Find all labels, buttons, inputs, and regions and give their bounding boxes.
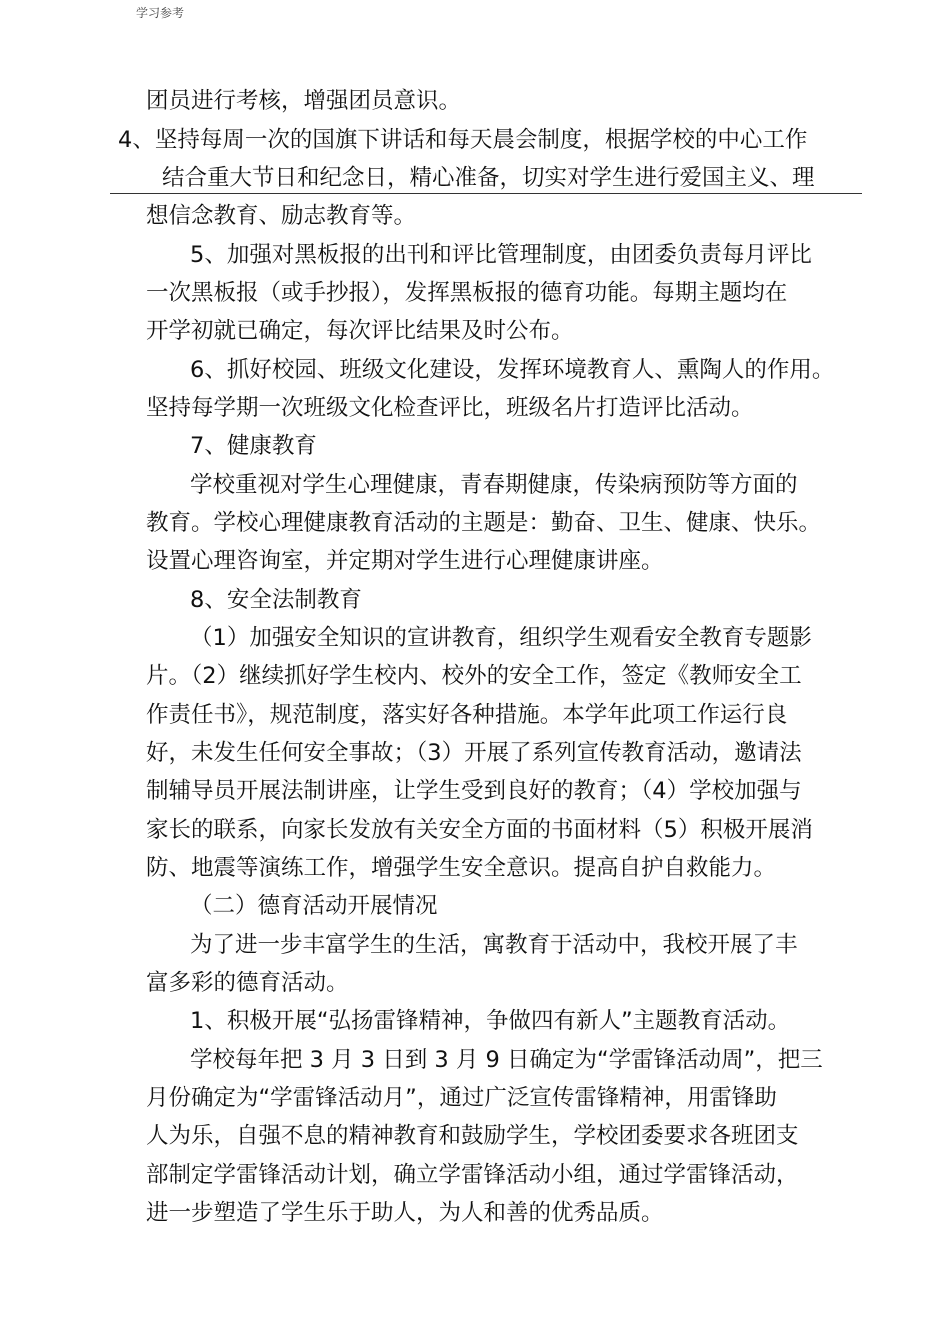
header-note: 学习参考 bbox=[136, 6, 185, 20]
list-item-4: 4、坚持每周一次的国旗下讲话和每天晨会制度，根据学校的中心工作 bbox=[118, 127, 808, 153]
list-item-1: 1、积极开展“弘扬雷锋精神，争做四有新人”主题教育活动。 bbox=[190, 1008, 791, 1034]
text-line: 想信念教育、励志教育等。 bbox=[146, 203, 417, 229]
text-line: 作责任书》，规范制度，落实好各种措施。本学年此项工作运行良 bbox=[146, 702, 788, 728]
text-line: 部制定学雷锋活动计划，确立学雷锋活动小组，通过学雷锋活动， bbox=[146, 1162, 799, 1188]
text-line: 为了进一步丰富学生的生活，寓教育于活动中，我校开展了丰 bbox=[190, 932, 798, 958]
section-heading-7: 7、健康教育 bbox=[190, 433, 317, 459]
text-line: 人为乐，自强不息的精神教育和鼓励学生，学校团委要求各班团支 bbox=[146, 1123, 799, 1149]
text-line: 团员进行考核，增强团员意识。 bbox=[146, 88, 462, 114]
horizontal-rule bbox=[110, 193, 862, 194]
text-line: （1）加强安全知识的宣讲教育，组织学生观看安全教育专题影 bbox=[190, 625, 812, 651]
text-line: 设置心理咨询室，并定期对学生进行心理健康讲座。 bbox=[146, 548, 664, 574]
text-line: 结合重大节日和纪念日，精心准备，切实对学生进行爱国主义、理 bbox=[162, 165, 815, 191]
text-line: 富多彩的德育活动。 bbox=[146, 970, 349, 996]
section-heading-8: 8、安全法制教育 bbox=[190, 587, 362, 613]
text-line: 一次黑板报（或手抄报），发挥黑板报的德育功能。每期主题均在 bbox=[146, 280, 788, 306]
section-heading-2: （二）德育活动开展情况 bbox=[190, 893, 438, 919]
text-line: 好，未发生任何安全事故；（3）开展了系列宣传教育活动，邀请法 bbox=[146, 740, 802, 766]
text-line: 家长的联系，向家长发放有关安全方面的书面材料（5）积极开展消 bbox=[146, 817, 813, 843]
text-line: 防、地震等演练工作，增强学生安全意识。提高自护自救能力。 bbox=[146, 855, 777, 881]
list-item-5: 5、加强对黑板报的出刊和评比管理制度，由团委负责每月评比 bbox=[190, 242, 812, 268]
list-item-6: 6、抓好校园、班级文化建设，发挥环境教育人、熏陶人的作用。 bbox=[190, 357, 835, 383]
text-line: 进一步塑造了学生乐于助人，为人和善的优秀品质。 bbox=[146, 1200, 664, 1226]
text-line: 制辅导员开展法制讲座，让学生受到良好的教育；（4）学校加强与 bbox=[146, 778, 802, 804]
text-line: 月份确定为“学雷锋活动月”，通过广泛宣传雷锋精神，用雷锋助 bbox=[146, 1085, 777, 1111]
text-line: 学校每年把 3 月 3 日到 3 月 9 日确定为“学雷锋活动周”，把三 bbox=[190, 1047, 823, 1073]
text-line: 学校重视对学生心理健康，青春期健康，传染病预防等方面的 bbox=[190, 472, 798, 498]
text-line: 开学初就已确定，每次评比结果及时公布。 bbox=[146, 318, 574, 344]
text-line: 教育。学校心理健康教育活动的主题是：勤奋、卫生、健康、快乐。 bbox=[146, 510, 822, 536]
text-line: 坚持每学期一次班级文化检查评比，班级名片打造评比活动。 bbox=[146, 395, 754, 421]
text-line: 片。（2）继续抓好学生校内、校外的安全工作，签定《教师安全工 bbox=[146, 663, 802, 689]
